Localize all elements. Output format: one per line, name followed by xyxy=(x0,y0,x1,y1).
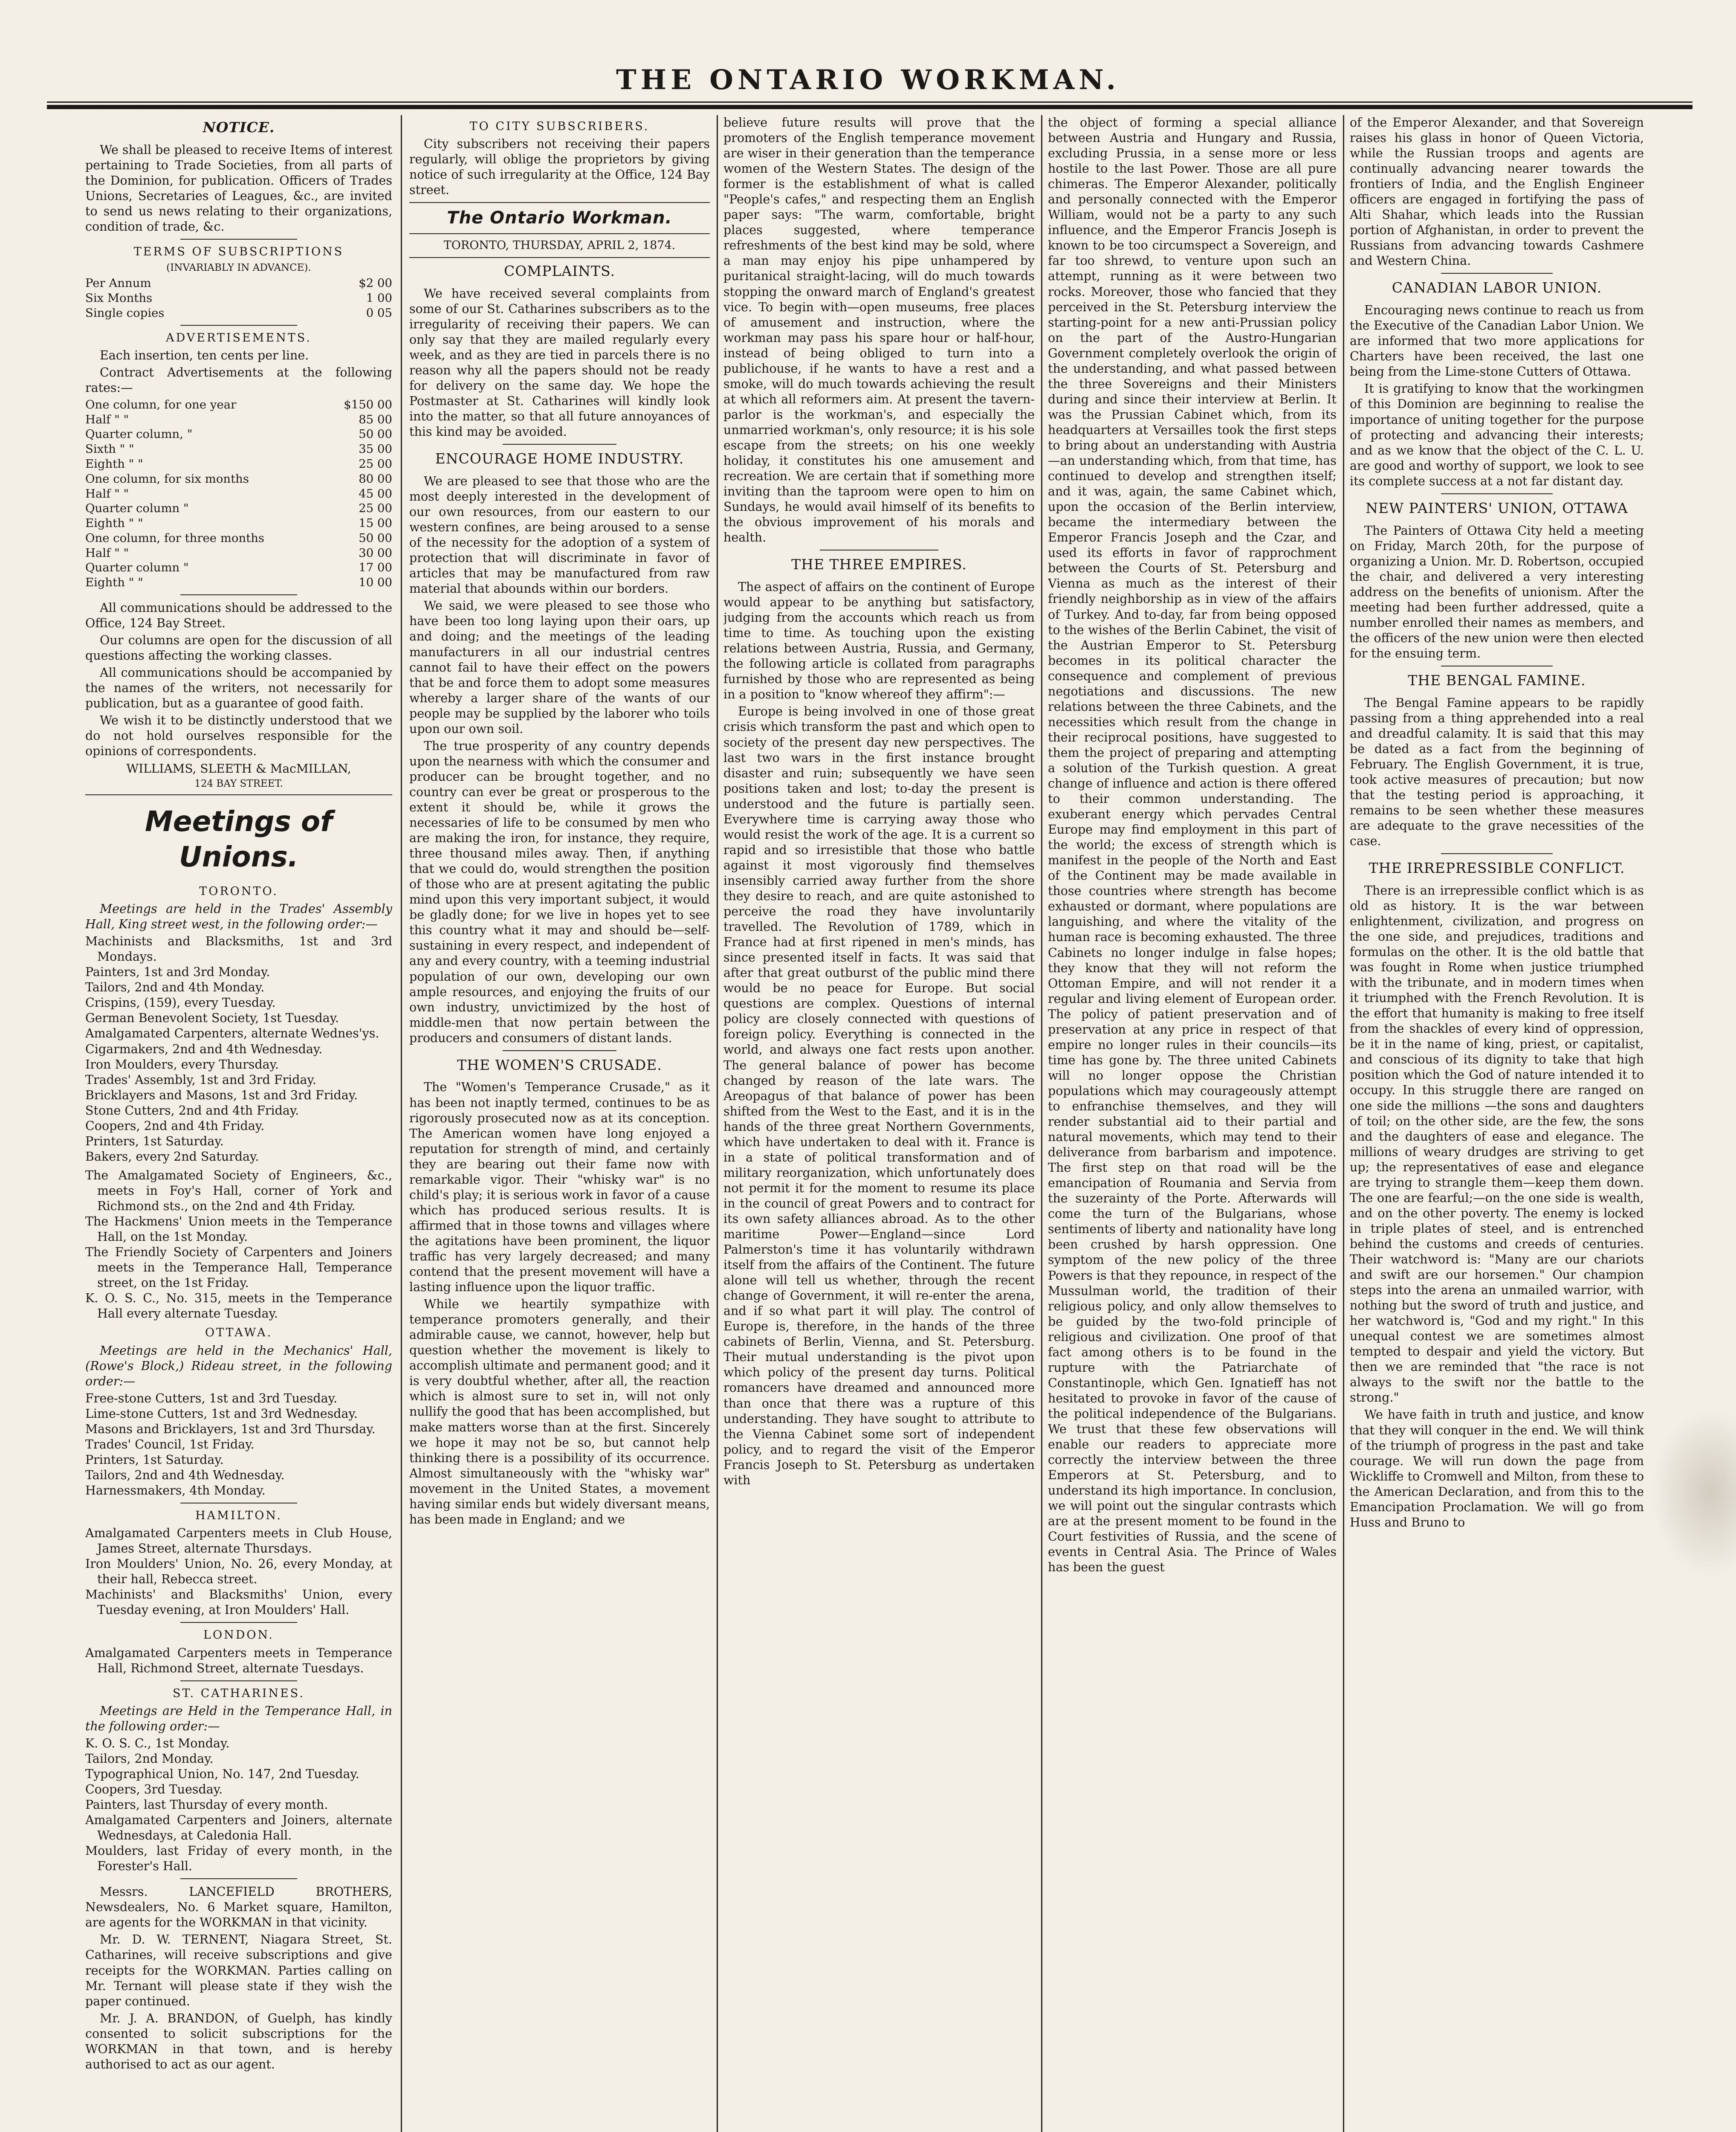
city-subscribers-text: City subscribers not receiving their papers regularly, will oblige the proprietors by giving notice of such irregularity at the Office, 124 Bay street. xyxy=(409,137,710,197)
list-item: Crispins, (159), every Tuesday. xyxy=(85,996,276,1010)
womens-crusade-heading: THE WOMEN'S CRUSADE. xyxy=(457,1056,662,1073)
irrepressible-conflict-heading: THE IRREPRESSIBLE CONFLICT. xyxy=(1369,860,1625,877)
list-item: K. O. S. C., No. 315, meets in the Temperance Hall every alternate Tuesday. xyxy=(85,1291,392,1321)
list-item: Free-stone Cutters, 1st and 3rd Tuesday. xyxy=(85,1391,338,1405)
adv-intro: Each insertion, ten cents per line. xyxy=(100,348,309,362)
new-painters-union-heading: NEW PAINTERS' UNION, OTTAWA xyxy=(1366,499,1628,516)
list-item: The Hackmens' Union meets in the Temperance Hall, on the 1st Monday. xyxy=(85,1214,392,1244)
address-note: All communications should be addressed to the Office, 124 Bay Street. xyxy=(85,601,392,631)
list-item: Printers, 1st Saturday. xyxy=(85,1452,224,1467)
list-item: Bricklayers and Masons, 1st and 3rd Friday. xyxy=(85,1088,358,1102)
rate-row: One column, for six months 80 00 xyxy=(85,472,392,486)
rate-row: Quarter column " 25 00 xyxy=(85,501,392,516)
list-item: Machinists' and Blacksmiths' Union, every Tuesday evening, at Iron Moulders' Hall. xyxy=(85,1587,392,1617)
list-item: Coopers, 2nd and 4th Friday. xyxy=(85,1118,265,1133)
publishers: WILLIAMS, SLEETH & MacMILLAN, xyxy=(126,761,351,776)
list-item: Tailors, 2nd and 4th Monday. xyxy=(85,980,265,995)
paragraph: of the Emperor Alexander, and that Sovereign raises his glass in honor of Queen Victoria, while the Russian troops and agents are continually advancing nearer towards the frontiers of India, and the English Engineer officers are engaged in fortifying the pass of Alti Shahar, which leads into the Russian portion of Afghanistan, in order to prevent the Russians from advancing towards Cashmere and Western China. xyxy=(1350,116,1644,268)
complaints-heading: COMPLAINTS. xyxy=(504,263,615,280)
hamilton-heading: HAMILTON. xyxy=(195,1509,282,1522)
agent-notice: Mr. D. W. TERNENT, Niagara Street, St. Catharines, will receive subscriptions and give receipts for the WORKMAN. Parties calling on Mr. Ternant will please state if they wish the paper continued. xyxy=(85,1932,392,2008)
masthead-rule-thin xyxy=(47,101,1693,103)
terms-row: Single copies 0 05 xyxy=(85,306,392,320)
column-1 xyxy=(85,115,392,2132)
notice-text: We shall be pleased to receive Items of interest pertaining to Trade Societies, from all parts of the Dominion, for publication. Officers of Trades Unions, Secretaries of Leagues, &c., are invited to send us news relating to their organizations, condition of trade, &c. xyxy=(85,142,392,234)
list-item: Lime-stone Cutters, 1st and 3rd Wednesday. xyxy=(85,1406,358,1421)
publishers-address: 124 BAY STREET. xyxy=(194,778,283,789)
terms-heading: TERMS OF SUBSCRIPTIONS xyxy=(133,245,344,259)
toronto-list xyxy=(85,934,392,1164)
list-item: Painters, 1st and 3rd Monday. xyxy=(85,965,270,979)
rate-row: Eighth " " 25 00 xyxy=(85,457,392,471)
list-item: Cigarmakers, 2nd and 4th Wednesday. xyxy=(85,1042,323,1056)
column-rule xyxy=(717,115,718,2132)
toronto-note: Meetings are held in the Trades' Assembly Hall, King street west, in the following order:— xyxy=(85,902,392,932)
column-rule xyxy=(1041,115,1042,2132)
list-item: K. O. S. C., 1st Monday. xyxy=(85,1736,230,1750)
rate-row: Eighth " " 15 00 xyxy=(85,516,392,530)
list-item: Typographical Union, No. 147, 2nd Tuesday. xyxy=(85,1767,359,1781)
list-item: Moulders, last Friday of every month, in the Forester's Hall. xyxy=(85,1844,392,1874)
london-heading: LONDON. xyxy=(203,1628,274,1642)
rate-row: Quarter column " 17 00 xyxy=(85,561,392,575)
list-item: Iron Moulders, every Thursday. xyxy=(85,1057,279,1072)
list-item: German Benevolent Society, 1st Tuesday. xyxy=(85,1011,339,1025)
canadian-labor-union-heading: CANADIAN LABOR UNION. xyxy=(1392,279,1602,296)
ottawa-heading: OTTAWA. xyxy=(205,1326,273,1340)
paper-stain xyxy=(1651,1407,1736,1578)
list-item: Amalgamated Carpenters meets in Temperance Hall, Richmond Street, alternate Tuesdays. xyxy=(85,1645,392,1675)
list-item: Machinists and Blacksmiths, 1st and 3rd Mondays. xyxy=(85,934,392,964)
blackletter-title: The Ontario Workman. xyxy=(447,208,672,228)
list-item: Stone Cutters, 2nd and 4th Friday. xyxy=(85,1103,299,1118)
encourage-heading: ENCOURAGE HOME INDUSTRY. xyxy=(435,450,684,467)
list-item: Iron Moulders' Union, No. 26, every Monday, at their hall, Rebecca street. xyxy=(85,1557,392,1587)
paragraph: Europe is being involved in one of those great crisis which transform the past and which open to society of the present day new perspectives. The last two wars in the first instance brought disaster and ruin; subsequently we have seen positions taken and lost; to-day the present is understood and the future is partially seen. Everywhere time is carrying away those who would resist the work of the age. It is a current so rapid and so irresistible that those who battle against it most vigorously find themselves insensibly carried away further from the shore they desire to reach, and are quite astonished to perceive the road they have involuntarily travelled. The Revolution of 1789, which in France had at first ripened in men's minds, has since presented itself in facts. It was said that after that great outburst of the public mind there would be no peace for Europe. But social questions are complex. Questions of internal policy are closely connected with questions of foreign policy. Everything is connected in the world, and always one fact rests upon another. The general balance of power has become changed by reason of the late wars. The Areopagus of that balance of power has been shifted from the West to the East, and it is in the hands of the three great Northern Governments, which have undertaken to deal with it. France is in a state of political transformation and of military reorganization, which unfortunately does not permit it for the moment to resume its place in the council of great Powers and to contract for its own safety alliances abroad. As to the other maritime Power—England—since Lord Palmerston's time it has voluntarily withdrawn itself from the affairs of the Continent. The future alone will tell us whether, through the recent change of Government, it will re-enter the arena, and if so what part it will play. The control of Europe is, therefore, in the hands of the three cabinets of Berlin, Vienna, and St. Petersburg. Their mutual understanding is the pivot upon which policy of the present day turns. Political romancers have dreamed and announced more than once that there was a rupture of this understanding. They have sought to attribute to the Vienna Cabinet some sort of independent policy, and to regard the visit of the Emperor Francis Joseph to St. Petersburg as undertaken with xyxy=(723,704,1035,1487)
paragraph: The aspect of affairs on the continent of Europe would appear to be anything but satisfactory, judging from the accounts which reach us from time to time. As touching upon the existing relations between Austria, Russia, and Germany, the following article is collated from paragraphs furnished by those who are represented as being in a position to "know whereof they affirm":— xyxy=(723,580,1035,702)
column-rule xyxy=(1343,115,1344,2132)
paragraph: There is an irrepressible conflict which is as old as history. It is the war between enlightenment, civilization, and progress on the one side, and prejudices, traditions and formulas on the other. It is the old battle that was fought in Rome when justice triumphed with the tribunate, and in modern times when it triumphed with the French Revolution. It is the effort that humanity is making to free itself from the shackles of every kind of oppression, be it in the name of king, priest, or capitalist, and conscious of its dignity to take that high position which the God of nature intended it to occupy. In this struggle there are ranged on one side the millions —the sons and daughters of toil; on the other side, are the few, the sons and the daughters of ease and elegance. The millions of weary drudges are striving to get up; the representatives of ease and elegance are trying to strangle them—keep them down. The one are fearful;—on the one side is wealth, and on the other poverty. The enemy is locked in triple plates of steel, and is entrenched behind the customs and creeds of centuries. Their watchword is: "Many are our chariots and swift are our horsemen." Our champion steps into the arena an unmailed warrior, with nothing but the sword of truth and justice, and her watchword is, "God and my right." In this unequal contest we are sometimes almost tempted to despair and yield the victory. But then we are reminded that "the race is not always to the swift nor the battle to the strong." xyxy=(1350,883,1644,1405)
column-rule xyxy=(401,115,402,2132)
complaints-text: We have received several complaints from some of our St. Catharines subscribers as to the irregularity of receiving their papers. We can only say that they are mailed regularly every week, and as they are tied in parcels there is no reason why all the papers should not be ready for delivery on the same day. We hope the Postmaster at St. Catharines will kindly look into the matter, so that all future annoyances of this kind may be avoided. xyxy=(409,286,710,439)
notice-heading: NOTICE. xyxy=(203,119,275,136)
terms-row: Per Annum $2 00 xyxy=(85,276,392,290)
list-item: Harnessmakers, 4th Monday. xyxy=(85,1483,266,1498)
toronto-heading: TORONTO. xyxy=(199,884,278,898)
agent-notice: Mr. J. A. BRANDON, of Guelph, has kindly consented to solicit subscriptions for the WORKMAN in that town, and is hereby authorised to act as our agent. xyxy=(85,2011,392,2071)
paragraph: The true prosperity of any country depends upon the nearness with which the consumer and producer can be brought together, and no country can ever be great or prosperous to the extent it should be, while it grows the necessaries of life to be consumed by men who are making the iron, for instance, they require, three thousand miles away. Then, if anything that we could do, would strengthen the position of those who are at present agitating the public mind upon this very important subject, it would be gladly done; for we live in hopes yet to see this country what it may and should be—self-sustaining in every respect, and independent of any and every country, with a teeming industrial population of our own, developing our own ample resources, and enjoying the fruits of our own industry, unvictimized by the host of middle-men that now pertain between the producers and consumers of distant lands. xyxy=(409,739,710,1045)
masthead-rule-thick xyxy=(47,105,1693,109)
list-item: Masons and Bricklayers, 1st and 3rd Thursday. xyxy=(85,1422,376,1436)
terms-subheading: (INVARIABLY IN ADVANCE). xyxy=(166,262,311,274)
bengal-famine-heading: THE BENGAL FAMINE. xyxy=(1408,672,1586,689)
list-item: Printers, 1st Saturday. xyxy=(85,1134,224,1148)
st-catharines-list xyxy=(85,1736,392,1874)
list-item: Amalgamated Carpenters meets in Club House, James Street, alternate Thursdays. xyxy=(85,1526,392,1556)
paragraph: The "Women's Temperance Crusade," as it has been not inaptly termed, continues to be as rigorously prosecuted now as at its conception. The American women have long enjoyed a reputation for strength of mind, and certainly they are bearing out their fame now with remarkable vigor. Their "whisky war" is no child's play; it is serious work in favor of a cause which has produced serious results. It is affirmed that in those towns and villages where the agitations have been prominent, the liquor traffic has very largely decreased; and many contend that the present movement will have a lasting influence upon the liquor traffic. xyxy=(409,1080,710,1295)
list-item: Tailors, 2nd and 4th Wednesday. xyxy=(85,1468,285,1482)
rate-row: Quarter column, " 50 00 xyxy=(85,427,392,441)
rate-row: One column, for three months 50 00 xyxy=(85,531,392,545)
paragraph: While we heartily sympathize with temperance promoters generally, and their admirable cause, we cannot, however, help but question whether the movement is likely to accomplish ultimate and permanent good; and it is very doubtful whether, after all, the reaction which is almost sure to set in, will not only nullify the good that has been accomplished, but make matters worse than at the first. Sincerely we hope it may not be so, but cannot help thinking there is a possibility of its occurrence. Almost simultaneously with the "whisky war" movement in the United States, a movement having similar ends but widely diversant means, has been made in England; and we xyxy=(409,1297,710,1527)
paragraph: It is gratifying to know that the workingmen of this Dominion are beginning to realise the importance of uniting together for the purpose of protecting and advancing their interests; and as we know that the object of the C. L. U. are good and worthy of support, we look to see its complete success at a not far distant day. xyxy=(1350,382,1644,488)
list-item: Coopers, 3rd Tuesday. xyxy=(85,1782,223,1797)
rate-row: One column, for one year $150 00 xyxy=(85,397,392,411)
agent-notice: Messrs. LANCEFIELD BROTHERS, Newsdealers, No. 6 Market square, Hamilton, are agents for the WORKMAN in that vicinity. xyxy=(85,1885,392,1930)
list-item: Trades' Assembly, 1st and 3rd Friday. xyxy=(85,1072,316,1087)
hamilton-list xyxy=(85,1526,392,1618)
st-catharines-note: Meetings are Held in the Temperance Hall, in the following order:— xyxy=(85,1703,392,1733)
rate-row: Eighth " " 10 00 xyxy=(85,576,392,590)
paragraph: believe future results will prove that the promoters of the English temperance movement are wiser in their generation than the temperance women of the Western States. The design of the former is the establishment of what is called "People's cafes," and respecting them an English paper says: "The warm, comfortable, bright places suggested, where temperance refreshments of the best kind may be sold, where a man may enjoy his pipe unhampered by puritanical straight-lacing, will do much towards stopping the onward march of England's greatest vice. To begin with—open museums, free places of amusement and instruction, where the workman may pass his spare hour or half-hour, instead of being obliged to turn into a publichouse, if he wants to have a rest and a smoke, will do much towards achieving the result at which all reformers aim. At present the tavern-parlor is the workman's, and especially the unmarried workman's, only resource; it is his sole escape from the streets; on his one weekly holiday, it constitutes his one amusement and recreation. We are certain that if something more inviting than the taproom were open to him on Sundays, he would avail himself of its benefits to the obvious improvement of his morals and health. xyxy=(723,116,1035,545)
dateline: TORONTO, THURSDAY, APRIL 2, 1874. xyxy=(443,238,676,252)
column-2 xyxy=(409,115,710,2132)
column-4 xyxy=(1048,115,1337,2132)
paragraph: We said, we were pleased to see those who have been too long laying upon their oars, up and doing; and the meetings of the leading manufacturers in all our industrial centres cannot fail to have their effect on the powers that be and force them to adopt some measures whereby a larger share of the wants of our people may be supplied by the laborer who toils upon our own soil. xyxy=(409,599,710,736)
rate-row: Half " " 85 00 xyxy=(85,412,392,426)
paragraph: We are pleased to see that those who are the most deeply interested in the development of our own resources, from our eastern to our western confines, are being aroused to a sense of the necessity for the adoption of a system of protection that will discriminate in favor of articles that may be manufactured from raw material that abounds within our borders. xyxy=(409,474,710,596)
paragraph: The Painters of Ottawa City held a meeting on Friday, March 20th, for the purpose of organizing a Union. Mr. D. Robertson, occupied the chair, and delivered a very interesting address on the benefits of unionism. After the meeting had been further addressed, quite a number enrolled their names as members, and the officers of the new union were then elected for the ensuing term. xyxy=(1350,523,1644,660)
city-subscribers-heading: TO CITY SUBSCRIBERS. xyxy=(469,120,650,133)
paragraph: The Bengal Famine appears to be rapidly passing from a thing apprehended into a real and dreadful calamity. It is said that this may be dated as a fact from the beginning of February. The English Government, it is true, took active measures of precaution; but now that the testing period is approaching, it remains to be seen whether these measures are adequate to the grave necessities of the case. xyxy=(1350,695,1644,849)
ottawa-list xyxy=(85,1391,392,1498)
column-3 xyxy=(723,115,1035,2132)
advertisements-heading: ADVERTISEMENTS. xyxy=(166,331,312,345)
adv-contract: Contract Advertisements at the following rates:— xyxy=(85,365,392,395)
toronto-extra-list xyxy=(85,1168,392,1321)
rate-row: Sixth " " 35 00 xyxy=(85,442,392,456)
list-item: Trades' Council, 1st Friday. xyxy=(85,1437,255,1451)
ottawa-note: Meetings are held in the Mechanics' Hall, (Rowe's Block,) Rideau street, in the following order:— xyxy=(85,1343,392,1388)
paragraph: Encouraging news continue to reach us from the Executive of the Canadian Labor Union. We are informed that two more applications for Charters have been received, the last one being from the Lime-stone Cutters of Ottawa. xyxy=(1350,303,1644,379)
list-item: Painters, last Thursday of every month. xyxy=(85,1798,328,1812)
st-catharines-heading: ST. CATHARINES. xyxy=(173,1686,305,1700)
columns-open-note: Our columns are open for the discussion of all questions affecting the working classes. xyxy=(85,633,392,663)
list-item: Tailors, 2nd Monday. xyxy=(85,1751,214,1766)
rate-row: Half " " 45 00 xyxy=(85,487,392,501)
list-item: The Amalgamated Society of Engineers, &c., meets in Foy's Hall, corner of York and Richmond sts., on the 2nd and 4th Friday. xyxy=(85,1168,392,1213)
list-item: The Friendly Society of Carpenters and Joiners meets in the Temperance Hall, Temperance street, on the 1st Friday. xyxy=(85,1245,392,1290)
paragraph: We have faith in truth and justice, and know that they will conquer in the end. We will think of the triumph of progress in the past and take courage. We will run down the page from Wickliffe to Cromwell and Milton, from these to the American Declaration, and from this to the Emancipation Proclamation. We will go from Huss and Bruno to xyxy=(1350,1408,1644,1529)
paragraph: the object of forming a special alliance between Austria and Hungary and Russia, excluding Prussia, in a sense more or less hostile to the last Power. Those are all pure chimeras. The Emperor Alexander, politically and personally connected with the Emperor William, would not be a party to any such influence, and the Emperor Francis Joseph is known to be too circumspect a Sovereign, and far too shrewd, to venture upon such an attempt, running as it were between two rocks. Moreover, those who fancied that they perceived in the St. Petersburg interview the starting-point for a new anti-Prussian policy on the part of the Austro-Hungarian Government completely overlook the origin of the understanding, and what passed between the three Sovereigns and their Ministers during and since their interview at Berlin. It was the Prussian Cabinet which, from its headquarters at Versailles took the first steps to bring about an understanding with Austria—an understanding which, from that time, has continued to develop and strengthen itself; and it was, again, the same Cabinet which, upon the occasion of the Berlin interview, became the intermediary between the Emperor Francis Joseph and the Czar, and used its efforts in favor of rapprochment between the Courts of St. Petersburg and Vienna as much as the interest of their friendly neighborship as in view of the affairs of Turkey. And to-day, far from being opposed to the wishes of the Berlin Cabinet, the visit of the Austrian Emperor to St. Petersburg becomes in its political character the consequence and complement of previous negotiations and discussions. The new relations between the three Cabinets, and the necessities which result from the change in their reciprocal positions, have suggested to them the project of preparing and attempting a solution of the Turkish question. A great change of influence and action is there offered to their common understanding. The exuberant energy which pervades Central Europe may find employment in this part of the world; the excess of strength which is manifest in the people of the North and East of the Continent may be made available in those countries where strength has become exhausted or dormant, where populations are languishing, and where the vitality of the human race is becoming exhausted. The three Cabinets no longer indulge in false hopes; they know that they will not reform the Ottoman Empire, and will not render it a regular and living element of European order. The policy of patient preservation and of preservation at any price in respect of that empire no longer rules in their councils—its time has gone by. The three united Cabinets will no longer oppose the Christian populations which may courageously attempt to enfranchise themselves, and they will render substantial aid to their partial and natural movements, which may tend to their deliverance from barbarism and impotence. The first step on that road will be the emancipation of Roumania and Servia from the suzerainty of the Porte. Afterwards will come the turn of the Bulgarians, whose sentiments of liberty and nationality have long been crushed by harsh oppression. One symptom of the new policy of the three Powers is that they repounce, in respect of the Mussulman world, the tradition of their religious policy, and only allow themselves to be guided by the two-fold principle of religious and civilization. One proof of that fact among others is to be found in the rupture with the Patriarchate of Constantinople, which Gen. Ignatieff has not hesitated to provoke in favor of the cause of the political independence of the Bulgarians. We trust that these few observations will enable our readers to appreciate more correctly the interview between the three Emperors at St. Petersburg, and to understand its high importance. In conclusion, we will point out the singular contrasts which are at the present moment to be found in the Court festivities of Russia, and the scene of events in Central Asia. The Prince of Wales has been the guest xyxy=(1048,116,1337,1575)
responsibility-note: We wish it to be distinctly understood that we do not hold ourselves responsible for the opinions of correspondents. xyxy=(85,713,392,759)
list-item: Bakers, every 2nd Saturday. xyxy=(85,1149,259,1164)
rate-row: Half " " 30 00 xyxy=(85,546,392,560)
london-list xyxy=(85,1645,392,1676)
terms-row: Six Months 1 00 xyxy=(85,291,392,305)
meetings-heading: Meetings of Unions. xyxy=(145,805,333,874)
masthead-title: THE ONTARIO WORKMAN. xyxy=(616,64,1120,96)
accompany-note: All communications should be accompanied by the names of the writers, not necessarily for publication, but as a guarantee of good faith. xyxy=(85,666,392,711)
list-item: Amalgamated Carpenters, alternate Wednes'ys. xyxy=(85,1026,379,1041)
column-5 xyxy=(1350,115,1644,2132)
list-item: Amalgamated Carpenters and Joiners, alternate Wednesdays, at Caledonia Hall. xyxy=(85,1813,392,1843)
three-empires-heading: THE THREE EMPIRES. xyxy=(791,556,967,573)
